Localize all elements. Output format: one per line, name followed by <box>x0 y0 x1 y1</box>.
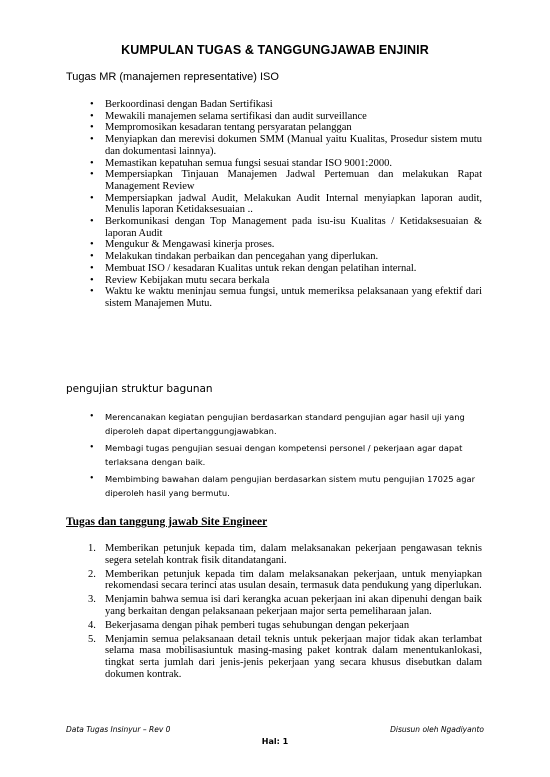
bullet-icon: • <box>90 192 94 204</box>
bullet-icon: • <box>90 473 94 484</box>
mr-duties-list <box>90 99 482 310</box>
list-item-text: Melakukan tindakan perbaikan dan pencegahan yang diperlukan. <box>105 251 379 263</box>
list-item-number: 2. <box>88 568 96 580</box>
list-item <box>90 122 482 134</box>
bullet-icon: • <box>90 122 94 134</box>
list-item-text: Review Kebijakan mutu secara berkala <box>105 274 270 286</box>
footer-author: Disusun oleh Ngadiyanto <box>390 725 484 734</box>
list-item <box>90 239 482 251</box>
list-item-text: Menjamin bahwa semua isi dari kerangka acuan pekerjaan ini akan dipenuhi dengan baik yang berkaitan dengan pelaksanaan pekerjaan major serta pemeliharaan jalan. <box>105 594 482 617</box>
bullet-icon: • <box>90 134 94 146</box>
list-item-text: Menyiapkan dan merevisi dokumen SMM (Manual yaitu Kualitas, Prosedur sistem mutu dan dokumentasi lainnya). <box>105 134 482 157</box>
list-item-text: Membimbing bawahan dalam pengujian berdasarkan sistem mutu pengujian 17025 agar diperoleh hasil yang bermutu. <box>105 474 475 498</box>
list-item-text: Membagi tugas pengujian sesuai dengan kompetensi personel / pekerjaan agar dapat terlaksana dengan baik. <box>105 443 463 467</box>
list-item-text: Membuat ISO / kesadaran Kualitas untuk rekan dengan pelatihan internal. <box>105 262 417 274</box>
bullet-icon: • <box>90 157 94 169</box>
list-item <box>90 441 482 469</box>
list-item <box>90 158 482 170</box>
list-item-text: Mempromosikan kesadaran tentang persyaratan pelanggan <box>105 122 352 134</box>
struktur-duties-list <box>90 410 482 503</box>
list-item-number: 5. <box>88 633 96 645</box>
list-item-text: Merencanakan kegiatan pengujian berdasarkan standard pengujian agar hasil uji yang diperoleh dapat dipertanggungjawabkan. <box>105 412 465 436</box>
bullet-icon: • <box>90 110 94 122</box>
document-title: KUMPULAN TUGAS & TANGGUNGJAWAB ENJINIR <box>121 43 429 57</box>
list-item-text: Waktu ke waktu meninjau semua fungsi, untuk memeriksa pelaksanaan yang efektif dari sistem Manajemen Mutu. <box>105 286 482 309</box>
list-item-text: Menjamin semua pelaksanaan detail teknis untuk pekerjaan major tidak akan terlambat selama masa mobilisasiuntuk masing-masing paket kontrak dalam menentukanlokasi, tingkat serta jumlah dari jenis-jenis pekerjaan yang secara khusus disebutkan dalam dokumen kontrak. <box>105 633 482 680</box>
footer-doc-label: Data Tugas Insinyur – Rev 0 <box>66 725 171 734</box>
list-item-text: Bekerjasama dengan pihak pemberi tugas sehubungan dengan pekerjaan <box>105 619 410 631</box>
list-item <box>90 472 482 500</box>
list-item-text: Berkomunikasi dengan Top Management pada isu-isu Kualitas / Ketidaksesuaian & laporan Audit <box>105 216 482 239</box>
list-item-number: 1. <box>88 543 96 554</box>
list-item-text: Berkoordinasi dengan Badan Sertifikasi <box>105 99 273 110</box>
list-item <box>90 275 482 287</box>
list-item <box>90 543 482 567</box>
list-item <box>90 169 482 192</box>
list-item <box>90 594 482 618</box>
section-heading-site-engineer: Tugas dan tanggung jawab Site Engineer <box>66 516 268 528</box>
list-item-text: Mewakili manajemen selama sertifikasi dan audit surveillance <box>105 110 367 122</box>
section-heading-struktur: pengujian struktur bagunan <box>66 383 213 395</box>
list-item <box>90 569 482 593</box>
bullet-icon: • <box>90 251 94 263</box>
list-item <box>90 99 482 111</box>
list-item <box>90 216 482 239</box>
list-item <box>90 251 482 263</box>
site-engineer-duties-list <box>90 543 482 683</box>
list-item-text: Mempersiapkan jadwal Audit, Melakukan Audit Internal menyiapkan laporan audit, Menulis laporan Ketidaksesuaian .. <box>105 192 482 216</box>
bullet-icon: • <box>90 262 94 274</box>
bullet-icon: • <box>90 99 94 110</box>
list-item <box>90 193 482 216</box>
list-item-text: Memberikan petunjuk kepada tim, dalam melaksanakan pekerjaan pengawasan teknis segera setelah kontrak fisik ditandatangani. <box>105 543 482 566</box>
section-heading-mr: Tugas MR (manajemen representative) ISO <box>66 71 279 83</box>
list-item-text: Mengukur & Mengawasi kinerja proses. <box>105 239 275 251</box>
bullet-icon: • <box>90 216 94 228</box>
list-item <box>90 410 482 438</box>
footer-page-number: Hal: 1 <box>261 737 289 746</box>
list-item <box>90 634 482 681</box>
list-item-number: 4. <box>88 619 96 631</box>
list-item-number: 3. <box>88 594 96 606</box>
list-item <box>90 134 482 157</box>
bullet-icon: • <box>90 411 94 422</box>
bullet-icon: • <box>90 274 94 286</box>
list-item-text: Memastikan kepatuhan semua fungsi sesuai standar ISO 9001:2000. <box>105 157 392 169</box>
bullet-icon: • <box>90 169 94 181</box>
bullet-icon: • <box>90 442 94 453</box>
bullet-icon: • <box>90 239 94 251</box>
list-item <box>90 111 482 123</box>
bullet-icon: • <box>90 286 94 298</box>
list-item <box>90 263 482 275</box>
list-item-text: Memberikan petunjuk kepada tim dalam melaksanakan pekerjaan, untuk menyiapkan rekomendasi secara terinci atas usulan desain, termasuk data pendukung yang diperlukan. <box>105 568 482 592</box>
list-item-text: Mempersiapkan Tinjauan Manajemen Jadwal Pertemuan dan melakukan Rapat Management Review <box>105 169 482 192</box>
list-item <box>90 620 482 632</box>
list-item <box>90 286 482 309</box>
